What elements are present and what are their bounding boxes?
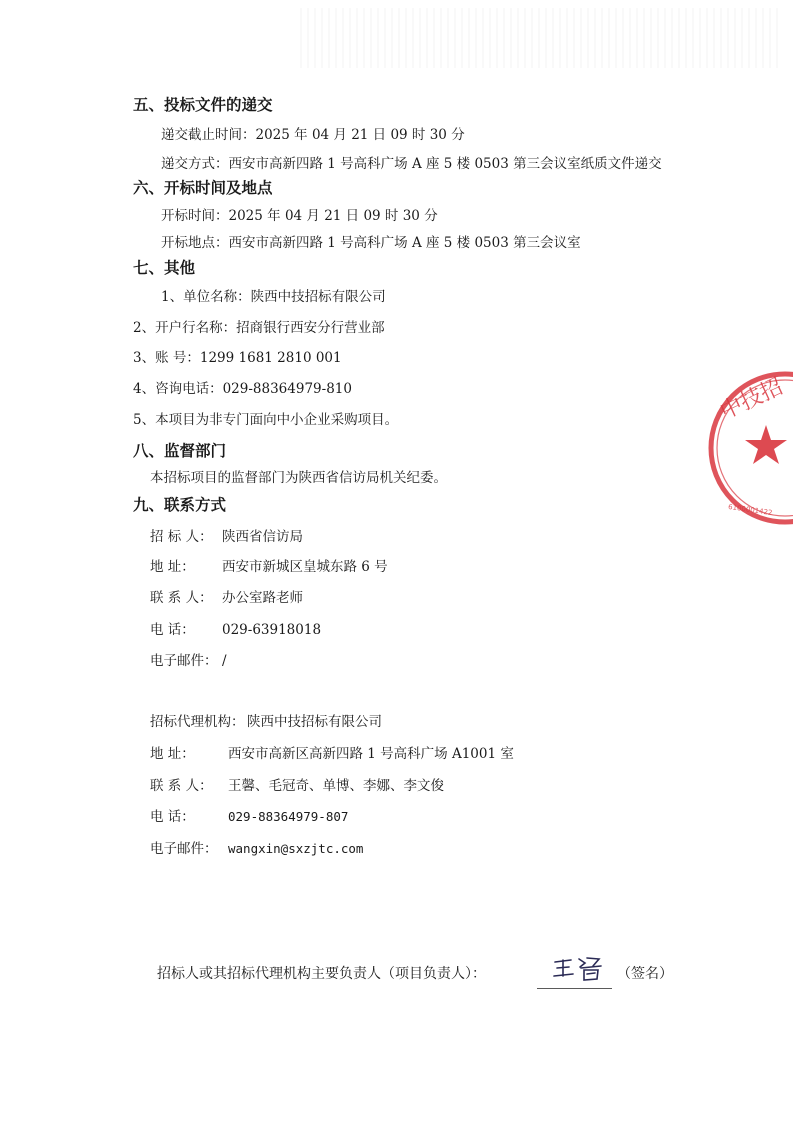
scan-artifact — [300, 8, 780, 68]
purchaser-contact-row — [150, 589, 303, 607]
purchaser-name: 陕西省信访局 — [222, 529, 303, 545]
purchaser-phone-row — [150, 621, 321, 639]
agency-contact-row — [150, 777, 444, 795]
purchaser-address-row — [150, 558, 388, 576]
list-item: 4、咨询电话：029-88364979-810 — [133, 381, 352, 397]
supervision-text: 本招标项目的监督部门为陕西省信访局机关纪委。 — [150, 470, 447, 486]
agency-email: wangxin@sxzjtc.com — [228, 841, 364, 856]
field-label: 电子邮件： — [150, 841, 218, 857]
purchaser-phone: 029-63918018 — [222, 622, 322, 638]
svg-text:6100001422: 6100001422 — [727, 502, 773, 518]
field-label: 电 话： — [150, 622, 195, 638]
handwritten-signature — [551, 954, 606, 984]
agency-phone: 029-88364979-807 — [228, 809, 349, 824]
submission-deadline: 递交截止时间：2025 年 04 月 21 日 09 时 30 分 — [161, 127, 465, 143]
field-label: 地 址： — [150, 746, 195, 762]
company-seal — [700, 370, 793, 530]
field-label: 联 系 人： — [150, 590, 213, 606]
submission-method: 递交方式：西安市高新四路 1 号高科广场 A 座 5 楼 0503 第三会议室纸质文件递交 — [161, 156, 662, 172]
purchaser-address: 西安市新城区皇城东路 6 号 — [222, 559, 388, 575]
signature-suffix: （签名） — [617, 966, 673, 982]
section-6-heading: 六、开标时间及地点 — [133, 179, 273, 197]
list-item: 5、本项目为非专门面向中小企业采购项目。 — [133, 412, 399, 428]
agency-email-row — [150, 840, 363, 858]
signature-label: 招标人或其招标代理机构主要负责人（项目负责人）： — [157, 966, 486, 982]
section-8-heading: 八、监督部门 — [133, 442, 227, 460]
agency-name: 陕西中技招标有限公司 — [247, 714, 382, 730]
field-label: 招 标 人： — [150, 529, 213, 545]
list-item: 2、开户行名称：招商银行西安分行营业部 — [133, 320, 385, 336]
field-label: 电 话： — [150, 809, 195, 825]
field-label: 招标代理机构： — [150, 714, 245, 730]
purchaser-contact: 办公室路老师 — [222, 590, 303, 606]
agency-phone-row — [150, 808, 348, 826]
purchaser-name-row — [150, 528, 303, 546]
agency-name-row — [150, 713, 382, 731]
purchaser-email-row — [150, 652, 227, 670]
section-5-heading: 五、投标文件的递交 — [133, 96, 273, 114]
svg-text:中技招: 中技招 — [716, 374, 787, 425]
agency-address: 西安市高新区高新四路 1 号高科广场 A1001 室 — [228, 746, 514, 762]
purchaser-email: / — [222, 653, 227, 669]
list-item: 1、单位名称：陕西中技招标有限公司 — [161, 289, 386, 305]
agency-address-row — [150, 745, 514, 763]
section-9-heading: 九、联系方式 — [133, 496, 227, 514]
opening-place: 开标地点：西安市高新四路 1 号高科广场 A 座 5 楼 0503 第三会议室 — [161, 235, 581, 251]
section-7-heading: 七、其他 — [133, 259, 196, 277]
field-label: 联 系 人： — [150, 778, 213, 794]
opening-time: 开标时间：2025 年 04 月 21 日 09 时 30 分 — [161, 208, 438, 224]
field-label: 电子邮件： — [150, 653, 218, 669]
field-label: 地 址： — [150, 559, 195, 575]
agency-contact: 王馨、毛冠奇、单博、李娜、李文俊 — [228, 778, 444, 794]
list-item: 3、账 号：1299 1681 2810 001 — [133, 350, 342, 366]
